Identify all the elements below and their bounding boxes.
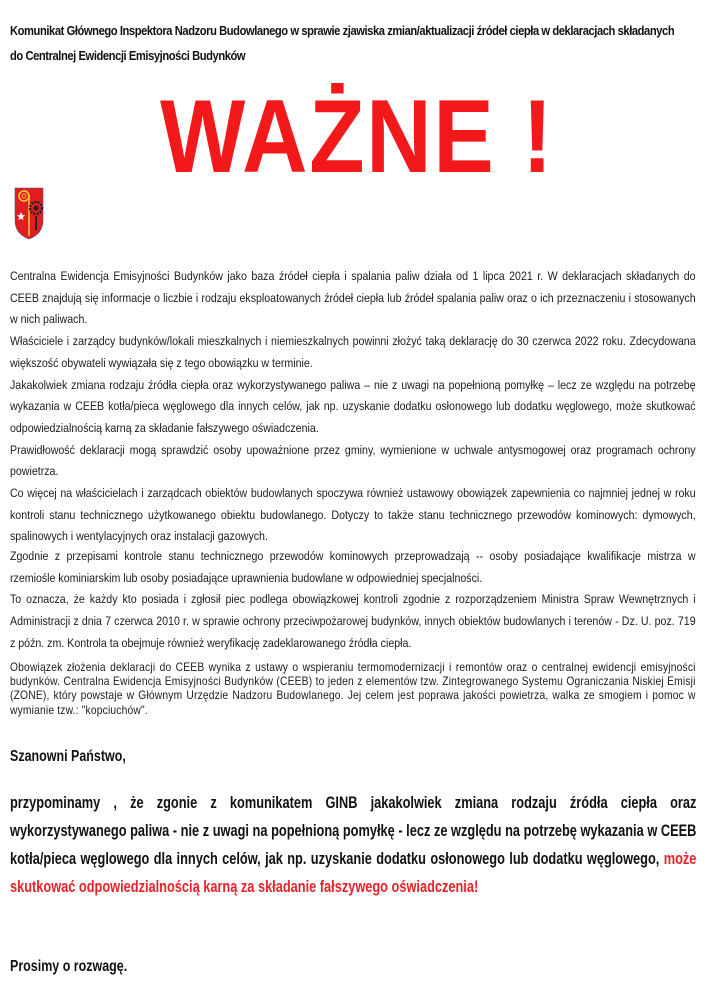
reminder-text: przypominamy , że zgonie z komunikatem GINB jakakolwiek zmiana rodzaju źródła ciepła oraz wykorzystywanego paliwa - nie z uwagi na popełnioną pomyłkę - lecz ze względu na potrzebę wykazania w CEEB kotła/pieca węglowego dla innych celów, jak np. uzyskanie dodatku osłonowego lub dodatku węglowego, xyxy=(10,794,697,868)
chimney-inspection-block xyxy=(10,546,696,655)
paragraph-liability: Jakakolwiek zmiana rodzaju źródła ciepła oraz wykorzystywanego paliwa – nie z uwagi na popełnioną pomyłkę – lecz ze względu na potrzebę wykazania w CEEB kotła/pieca węglowego dla innych celów, jak np. uzyskanie dodatku osłonowego lub dodatku węglowego, może skutkować odpowiedzialnością karną za składanie fałszywego oświadczenia. xyxy=(10,377,696,435)
paragraph-inspection-duty: Co więcej na właścicielach i zarządcach obiektów budowlanych spoczywa również ustawowy obowiązek zapewnienia co najmniej jednej w roku kontroli stanu technicznego użytkowanego obiektu budowlanego. Dotyczy to także stanu technicznego przewodów kominowych: dymowych, spalinowych i wentylacyjnych oraz instalacji gazowych. xyxy=(10,486,696,544)
municipal-coat-of-arms-icon xyxy=(14,186,44,240)
paragraph-deadline: Właściciele i zarządcy budynków/lokali mieszkalnych i niemieszkalnych powinni złożyć taką deklarację do 30 czerwca 2022 roku. Zdecydowana większość obywateli wywiązała się z tego obowiązku w terminie. xyxy=(10,334,696,370)
liability-warning: może skutkować odpowiedzialnością karną za składanie fałszywego oświadczenia! xyxy=(10,850,697,896)
paragraph-ceeb-intro: Centralna Ewidencja Emisyjności Budynków jako baza źródeł ciepła i spalania paliw działa od 1 lipca 2021 r. W deklaracjach składanych do CEEB znajdują się informacje o liczbie i rodzaju eksploatowanych źródeł ciepła lub źródeł spalania paliw oraz o ich przeznaczeniu i stosowanych w nich paliwach. xyxy=(10,269,696,327)
important-headline: WAŻNE ! xyxy=(160,79,555,195)
paragraph-regulation: To oznacza, że każdy kto posiada i zgłosił piec podlega obowiązkowej kontroli zgodnie z rozporządzeniem Ministra Spraw Wewnętrznych i Administracji z dnia 7 czerwca 2010 r. w sprawie ochrony przeciwpożarowej budynków, innych obiektów budowlanych i terenów - Dz. U. poz. 719 z późn. zm. Kontrola ta obejmuje również weryfikację zadeklarowanego źródła ciepła. xyxy=(10,592,696,650)
reminder-paragraph xyxy=(10,789,696,901)
document-title: Komunikat Głównego Inspektora Nadzoru Budowlanego w sprawie zjawiska zmian/aktualizacji źródeł ciepła w deklaracjach składanych do Centralnej Ewidencji Emisyjności Budynków xyxy=(10,23,675,63)
paragraph-chimney-sweeps: Zgodnie z przepisami kontrole stanu technicznego przewodów kominowych przeprowadzają -- osoby posiadające kwalifikacje mistrza w rzemiośle kominiarskim lub osoby posiadające uprawnienia budowlane w odpowiedniej specjalności. xyxy=(10,549,696,585)
paragraph-verification: Prawidłowość deklaracji mogą sprawdzić osoby upoważnione przez gminy, wymienione w uchwale antysmogowej oraz programach ochrony powietrza. xyxy=(10,442,696,479)
ceeb-info-block xyxy=(10,266,696,548)
greeting: Szanowni Państwo, xyxy=(10,748,126,765)
legal-basis-block: Obowiązek złożenia deklaracji do CEEB wynika z ustawy o wspieraniu termomodernizacji i remontów oraz o centralnej ewidencji emisyjności budynków. Centralna Ewidencja Emisyjności Budynków (CEEB) to jeden z elementów tzw. Zintegrowanego Systemu Ograniczania Niskiej Emisji (ZONE), który powstaje w Głównym Urzędzie Nadzoru Budowlanego. Jej celem jest poprawa jakości powietrza, walka ze smogiem i pomoc w wymianie tzw.: "kopciuchów". xyxy=(10,660,696,717)
closing-line: Prosimy o rozwagę. xyxy=(10,958,128,975)
